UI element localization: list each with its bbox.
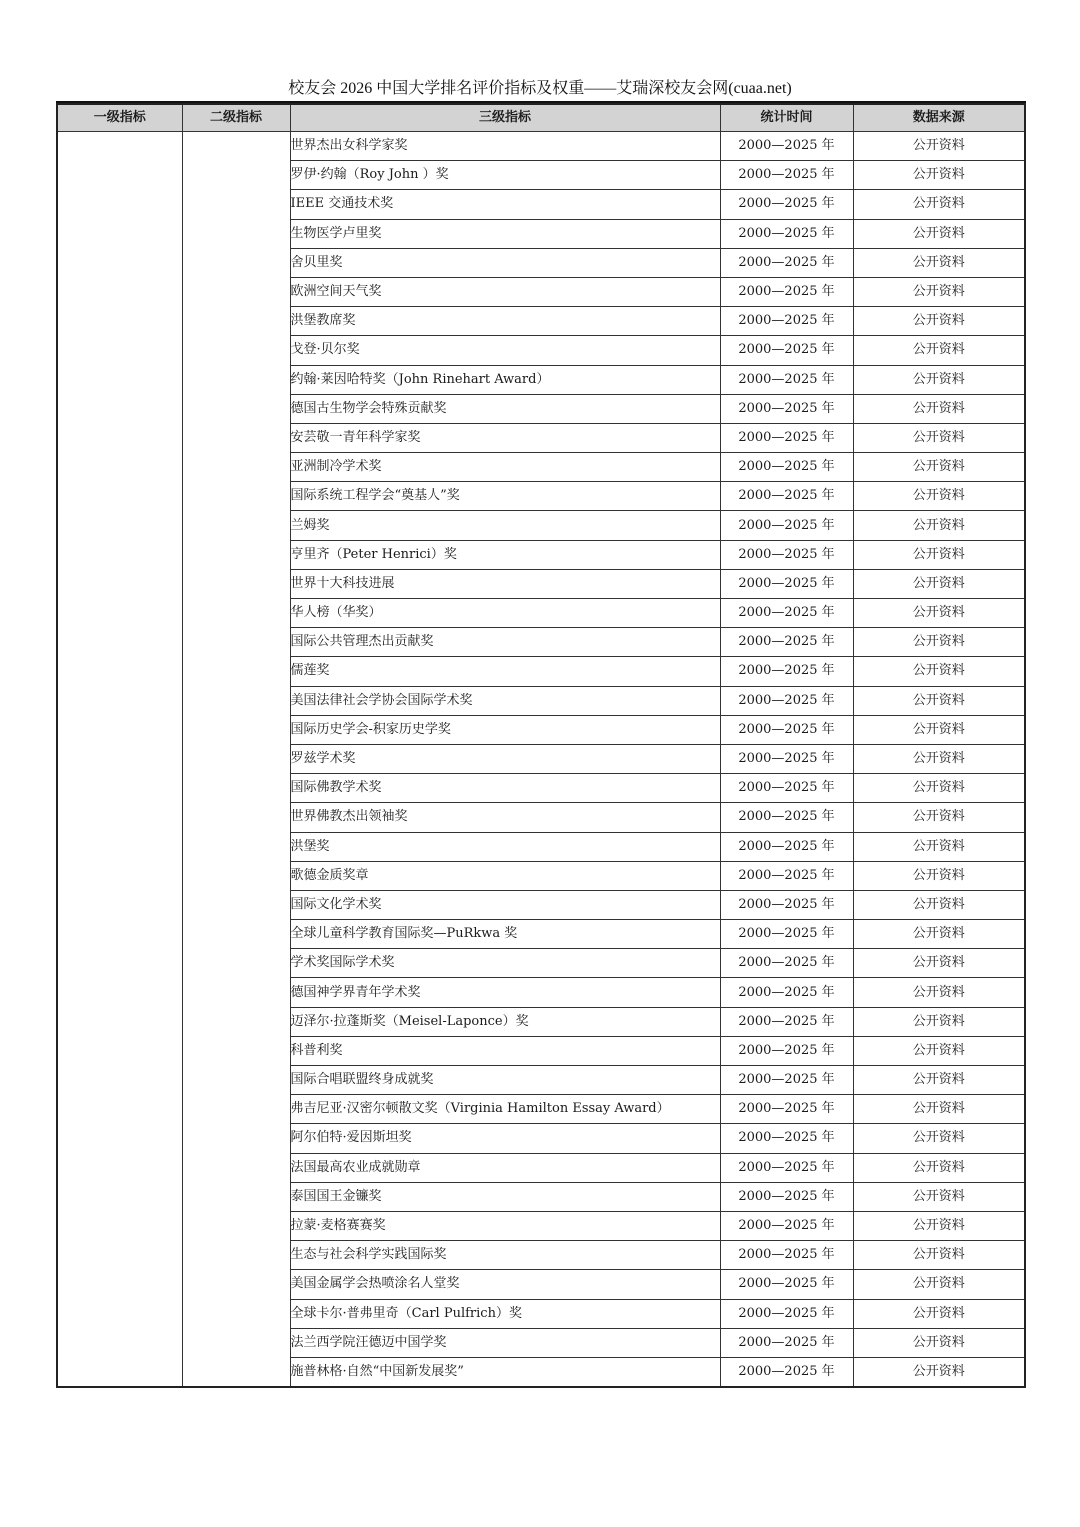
period-cell: 2000—2025 年 bbox=[720, 1299, 853, 1328]
award-name-cell: 罗兹学术奖 bbox=[290, 744, 720, 773]
period-cell: 2000—2025 年 bbox=[720, 744, 853, 773]
source-cell: 公开资料 bbox=[853, 511, 1025, 540]
period-cell: 2000—2025 年 bbox=[720, 774, 853, 803]
source-cell: 公开资料 bbox=[853, 628, 1025, 657]
award-name-cell: 生态与社会科学实践国际奖 bbox=[290, 1241, 720, 1270]
source-cell: 公开资料 bbox=[853, 161, 1025, 190]
source-cell: 公开资料 bbox=[853, 657, 1025, 686]
award-name-cell: 美国金属学会热喷涂名人堂奖 bbox=[290, 1270, 720, 1299]
award-name-cell: 全球卡尔·普弗里奇（Carl Pulfrich）奖 bbox=[290, 1299, 720, 1328]
award-name-cell: 世界佛教杰出领袖奖 bbox=[290, 803, 720, 832]
award-name-cell: 科普利奖 bbox=[290, 1036, 720, 1065]
period-cell: 2000—2025 年 bbox=[720, 1066, 853, 1095]
period-cell: 2000—2025 年 bbox=[720, 219, 853, 248]
source-cell: 公开资料 bbox=[853, 1241, 1025, 1270]
source-cell: 公开资料 bbox=[853, 219, 1025, 248]
award-name-cell: 儒莲奖 bbox=[290, 657, 720, 686]
award-name-cell: 德国神学界青年学术奖 bbox=[290, 978, 720, 1007]
period-cell: 2000—2025 年 bbox=[720, 599, 853, 628]
source-cell: 公开资料 bbox=[853, 599, 1025, 628]
award-name-cell: 舍贝里奖 bbox=[290, 248, 720, 277]
source-cell: 公开资料 bbox=[853, 1270, 1025, 1299]
period-cell: 2000—2025 年 bbox=[720, 423, 853, 452]
source-cell: 公开资料 bbox=[853, 774, 1025, 803]
source-cell: 公开资料 bbox=[853, 423, 1025, 452]
award-name-cell: 华人榜（华奖） bbox=[290, 599, 720, 628]
period-cell: 2000—2025 年 bbox=[720, 453, 853, 482]
period-cell: 2000—2025 年 bbox=[720, 978, 853, 1007]
level2-merged-cell bbox=[182, 132, 290, 1388]
header-level1: 一级指标 bbox=[57, 104, 182, 132]
award-name-cell: 美国法律社会学协会国际学术奖 bbox=[290, 686, 720, 715]
award-name-cell: IEEE 交通技术奖 bbox=[290, 190, 720, 219]
source-cell: 公开资料 bbox=[853, 453, 1025, 482]
award-name-cell: 全球儿童科学教育国际奖—PuRkwa 奖 bbox=[290, 920, 720, 949]
source-cell: 公开资料 bbox=[853, 482, 1025, 511]
period-cell: 2000—2025 年 bbox=[720, 1182, 853, 1211]
source-cell: 公开资料 bbox=[853, 949, 1025, 978]
award-name-cell: 生物医学卢里奖 bbox=[290, 219, 720, 248]
award-name-cell: 法兰西学院汪德迈中国学奖 bbox=[290, 1328, 720, 1357]
award-name-cell: 世界十大科技进展 bbox=[290, 569, 720, 598]
award-name-cell: 国际文化学术奖 bbox=[290, 890, 720, 919]
period-cell: 2000—2025 年 bbox=[720, 832, 853, 861]
source-cell: 公开资料 bbox=[853, 336, 1025, 365]
award-name-cell: 德国古生物学会特殊贡献奖 bbox=[290, 394, 720, 423]
award-name-cell: 国际佛教学术奖 bbox=[290, 774, 720, 803]
period-cell: 2000—2025 年 bbox=[720, 365, 853, 394]
period-cell: 2000—2025 年 bbox=[720, 1270, 853, 1299]
period-cell: 2000—2025 年 bbox=[720, 394, 853, 423]
period-cell: 2000—2025 年 bbox=[720, 190, 853, 219]
period-cell: 2000—2025 年 bbox=[720, 132, 853, 161]
award-name-cell: 国际历史学会-积家历史学奖 bbox=[290, 715, 720, 744]
source-cell: 公开资料 bbox=[853, 540, 1025, 569]
period-cell: 2000—2025 年 bbox=[720, 248, 853, 277]
source-cell: 公开资料 bbox=[853, 190, 1025, 219]
source-cell: 公开资料 bbox=[853, 1066, 1025, 1095]
source-cell: 公开资料 bbox=[853, 132, 1025, 161]
period-cell: 2000—2025 年 bbox=[720, 1124, 853, 1153]
period-cell: 2000—2025 年 bbox=[720, 686, 853, 715]
period-cell: 2000—2025 年 bbox=[720, 1153, 853, 1182]
period-cell: 2000—2025 年 bbox=[720, 540, 853, 569]
source-cell: 公开资料 bbox=[853, 1007, 1025, 1036]
award-name-cell: 泰国国王金镰奖 bbox=[290, 1182, 720, 1211]
source-cell: 公开资料 bbox=[853, 1182, 1025, 1211]
award-name-cell: 阿尔伯特·爱因斯坦奖 bbox=[290, 1124, 720, 1153]
period-cell: 2000—2025 年 bbox=[720, 1357, 853, 1387]
award-name-cell: 拉蒙·麦格赛赛奖 bbox=[290, 1211, 720, 1240]
header-level2: 二级指标 bbox=[182, 104, 290, 132]
period-cell: 2000—2025 年 bbox=[720, 920, 853, 949]
source-cell: 公开资料 bbox=[853, 715, 1025, 744]
award-name-cell: 亚洲制冷学术奖 bbox=[290, 453, 720, 482]
source-cell: 公开资料 bbox=[853, 248, 1025, 277]
period-cell: 2000—2025 年 bbox=[720, 628, 853, 657]
period-cell: 2000—2025 年 bbox=[720, 949, 853, 978]
period-cell: 2000—2025 年 bbox=[720, 1095, 853, 1124]
award-name-cell: 安芸敬一青年科学家奖 bbox=[290, 423, 720, 452]
table-body bbox=[57, 132, 1025, 1388]
document-title: 校友会 2026 中国大学排名评价指标及权重——艾瑞深校友会网(cuaa.net) bbox=[288, 80, 792, 97]
award-name-cell: 法国最高农业成就勋章 bbox=[290, 1153, 720, 1182]
source-cell: 公开资料 bbox=[853, 569, 1025, 598]
source-cell: 公开资料 bbox=[853, 394, 1025, 423]
source-cell: 公开资料 bbox=[853, 277, 1025, 306]
award-name-cell: 欧洲空间天气奖 bbox=[290, 277, 720, 306]
award-name-cell: 戈登·贝尔奖 bbox=[290, 336, 720, 365]
header-level3: 三级指标 bbox=[290, 104, 720, 132]
period-cell: 2000—2025 年 bbox=[720, 161, 853, 190]
header-period: 统计时间 bbox=[720, 104, 853, 132]
source-cell: 公开资料 bbox=[853, 744, 1025, 773]
source-cell: 公开资料 bbox=[853, 1357, 1025, 1387]
source-cell: 公开资料 bbox=[853, 803, 1025, 832]
award-name-cell: 国际合唱联盟终身成就奖 bbox=[290, 1066, 720, 1095]
period-cell: 2000—2025 年 bbox=[720, 277, 853, 306]
level1-merged-cell bbox=[57, 132, 182, 1388]
period-cell: 2000—2025 年 bbox=[720, 1328, 853, 1357]
source-cell: 公开资料 bbox=[853, 1124, 1025, 1153]
award-name-cell: 学术奖国际学术奖 bbox=[290, 949, 720, 978]
period-cell: 2000—2025 年 bbox=[720, 511, 853, 540]
period-cell: 2000—2025 年 bbox=[720, 890, 853, 919]
award-name-cell: 施普林格·自然“中国新发展奖” bbox=[290, 1357, 720, 1387]
source-cell: 公开资料 bbox=[853, 978, 1025, 1007]
award-name-cell: 国际公共管理杰出贡献奖 bbox=[290, 628, 720, 657]
source-cell: 公开资料 bbox=[853, 1299, 1025, 1328]
period-cell: 2000—2025 年 bbox=[720, 1036, 853, 1065]
award-indicator-table bbox=[56, 103, 1026, 1388]
source-cell: 公开资料 bbox=[853, 1095, 1025, 1124]
award-name-cell: 兰姆奖 bbox=[290, 511, 720, 540]
award-name-cell: 迈泽尔·拉蓬斯奖（Meisel-Laponce）奖 bbox=[290, 1007, 720, 1036]
period-cell: 2000—2025 年 bbox=[720, 482, 853, 511]
award-name-cell: 洪堡奖 bbox=[290, 832, 720, 861]
period-cell: 2000—2025 年 bbox=[720, 803, 853, 832]
period-cell: 2000—2025 年 bbox=[720, 1211, 853, 1240]
source-cell: 公开资料 bbox=[853, 920, 1025, 949]
award-name-cell: 亨里齐（Peter Henrici）奖 bbox=[290, 540, 720, 569]
source-cell: 公开资料 bbox=[853, 686, 1025, 715]
award-name-cell: 世界杰出女科学家奖 bbox=[290, 132, 720, 161]
period-cell: 2000—2025 年 bbox=[720, 861, 853, 890]
header-source: 数据来源 bbox=[853, 104, 1025, 132]
period-cell: 2000—2025 年 bbox=[720, 1007, 853, 1036]
period-cell: 2000—2025 年 bbox=[720, 307, 853, 336]
source-cell: 公开资料 bbox=[853, 1153, 1025, 1182]
source-cell: 公开资料 bbox=[853, 1211, 1025, 1240]
period-cell: 2000—2025 年 bbox=[720, 569, 853, 598]
period-cell: 2000—2025 年 bbox=[720, 336, 853, 365]
source-cell: 公开资料 bbox=[853, 307, 1025, 336]
award-name-cell: 弗吉尼亚·汉密尔顿散文奖（Virginia Hamilton Essay Award） bbox=[290, 1095, 720, 1124]
source-cell: 公开资料 bbox=[853, 1036, 1025, 1065]
award-name-cell: 国际系统工程学会“奠基人”奖 bbox=[290, 482, 720, 511]
source-cell: 公开资料 bbox=[853, 890, 1025, 919]
period-cell: 2000—2025 年 bbox=[720, 657, 853, 686]
award-name-cell: 约翰·莱因哈特奖（John Rinehart Award） bbox=[290, 365, 720, 394]
award-name-cell: 洪堡教席奖 bbox=[290, 307, 720, 336]
source-cell: 公开资料 bbox=[853, 1328, 1025, 1357]
source-cell: 公开资料 bbox=[853, 861, 1025, 890]
award-name-cell: 罗伊·约翰（Roy John ）奖 bbox=[290, 161, 720, 190]
period-cell: 2000—2025 年 bbox=[720, 1241, 853, 1270]
table-header-row bbox=[57, 104, 1025, 132]
table-row bbox=[57, 132, 1025, 161]
period-cell: 2000—2025 年 bbox=[720, 715, 853, 744]
source-cell: 公开资料 bbox=[853, 832, 1025, 861]
award-name-cell: 歌德金质奖章 bbox=[290, 861, 720, 890]
source-cell: 公开资料 bbox=[853, 365, 1025, 394]
